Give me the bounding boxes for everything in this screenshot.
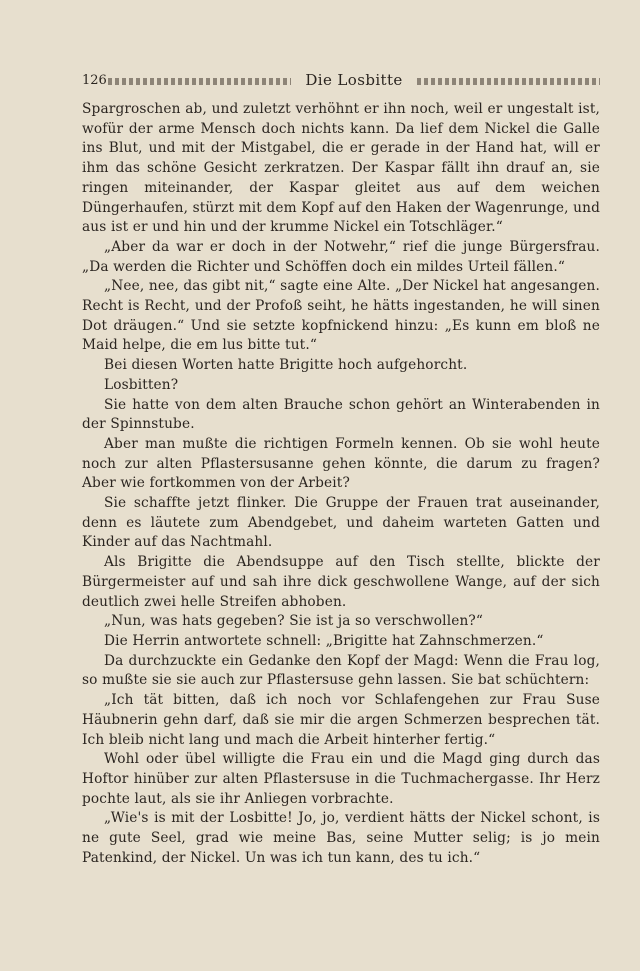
paragraph: „Ich tät bitten, daß ich noch vor Schlafengehen zur Frau Suse Häubnerin gehn darf, daß sie mir die argen Schmerzen besprechen tät. Ich bleib nicht lang und mach die Arbeit hinterher fertig.“ (82, 692, 600, 748)
paragraph: Sie schaffte jetzt flinker. Die Gruppe der Frauen trat auseinander, denn es läutete zum Abendgebet, und daheim warteten Gatten und Kinder auf das Nachtmahl. (82, 495, 600, 551)
paragraph: „Nun, was hats gegeben? Sie ist ja so verschwollen?“ (104, 613, 484, 630)
paragraph: „Aber da war er doch in der Notwehr,“ rief die junge Bürgersfrau. „Da werden die Richter und Schöffen doch ein mildes Urteil fällen.“ (82, 238, 600, 275)
paragraph: „Nee, nee, das gibt nit,“ sagte eine Alte. „Der Nickel hat angesangen. Recht is Recht, und der Profoß seiht, he hätts ingestanden, he will sinen Dot dräugen.“ Und sie setzte kopfnickend hinzu: „Es kunn em bloß ne Maid helpe, die em lus bitte tut.“ (82, 278, 600, 354)
paragraph: Die Herrin antwortete schnell: „Brigitte hat Zahnschmerzen.“ (104, 632, 544, 649)
paragraph: Losbitten? (104, 376, 179, 393)
paragraph: Sie hatte von dem alten Brauche schon gehört an Winterabenden in der Spinnstube. (82, 396, 600, 433)
header-ornament-left (108, 78, 291, 85)
paragraph: „Wie's is mit der Losbitte! Jo, jo, verdient hätts der Nickel schont, is ne gute Seel, grad wie meine Bas, seine Mutter selig; is jo mein Patenkind, der Nickel. Un was ich tun kann, des tu ich.“ (82, 810, 600, 866)
paragraph: Da durchzuckte ein Gedanke den Kopf der Magd: Wenn die Frau log, so mußte sie sie auch zur Pflastersuse gehn lassen. Sie bat schüchtern: (82, 652, 600, 689)
paragraph: Wohl oder übel willigte die Frau ein und die Magd ging durch das Hoftor hinüber zur alten Pflastersuse in die Tuchmachergasse. Ihr Herz pochte laut, als sie ihr Anliegen vorbrachte. (82, 751, 600, 807)
running-title: Die Losbitte (305, 71, 403, 89)
paragraph: Als Brigitte die Abendsuppe auf den Tisch stellte, blickte der Bürgermeister auf und sah ihre dick geschwollene Wange, auf der sich deutlich zwei helle Streifen abhoben. (82, 554, 600, 610)
body-text (82, 100, 600, 868)
paragraph: Spargroschen ab, und zuletzt verhöhnt er ihn noch, weil er ungestalt ist, wofür der arme Mensch doch nichts kann. Da lief dem Nickel die Galle ins Blut, und mit der Mistgabel, die er gerade in der Hand hat, will er ihm das schöne Gesicht zerkratzen. Der Kaspar fällt ihn drauf an, sie ringen miteinander, der Kaspar gleitet aus auf dem weichen Düngerhaufen, stürzt mit dem Kopf auf den Haken der Wagenrunge, und aus ist er und hin und der krumme Nickel ein Totschläger.“ (82, 101, 600, 236)
paragraph: Aber man mußte die richtigen Formeln kennen. Ob sie wohl heute noch zur alten Pflastersusanne gehen könnte, die darum zu fragen? Aber wie fortkommen von der Arbeit? (82, 435, 600, 492)
paragraph: Bei diesen Worten hatte Brigitte hoch aufgehorcht. (104, 357, 468, 374)
page-number: 126 (82, 72, 107, 88)
header-ornament-right (417, 78, 600, 85)
page-header (82, 70, 600, 90)
